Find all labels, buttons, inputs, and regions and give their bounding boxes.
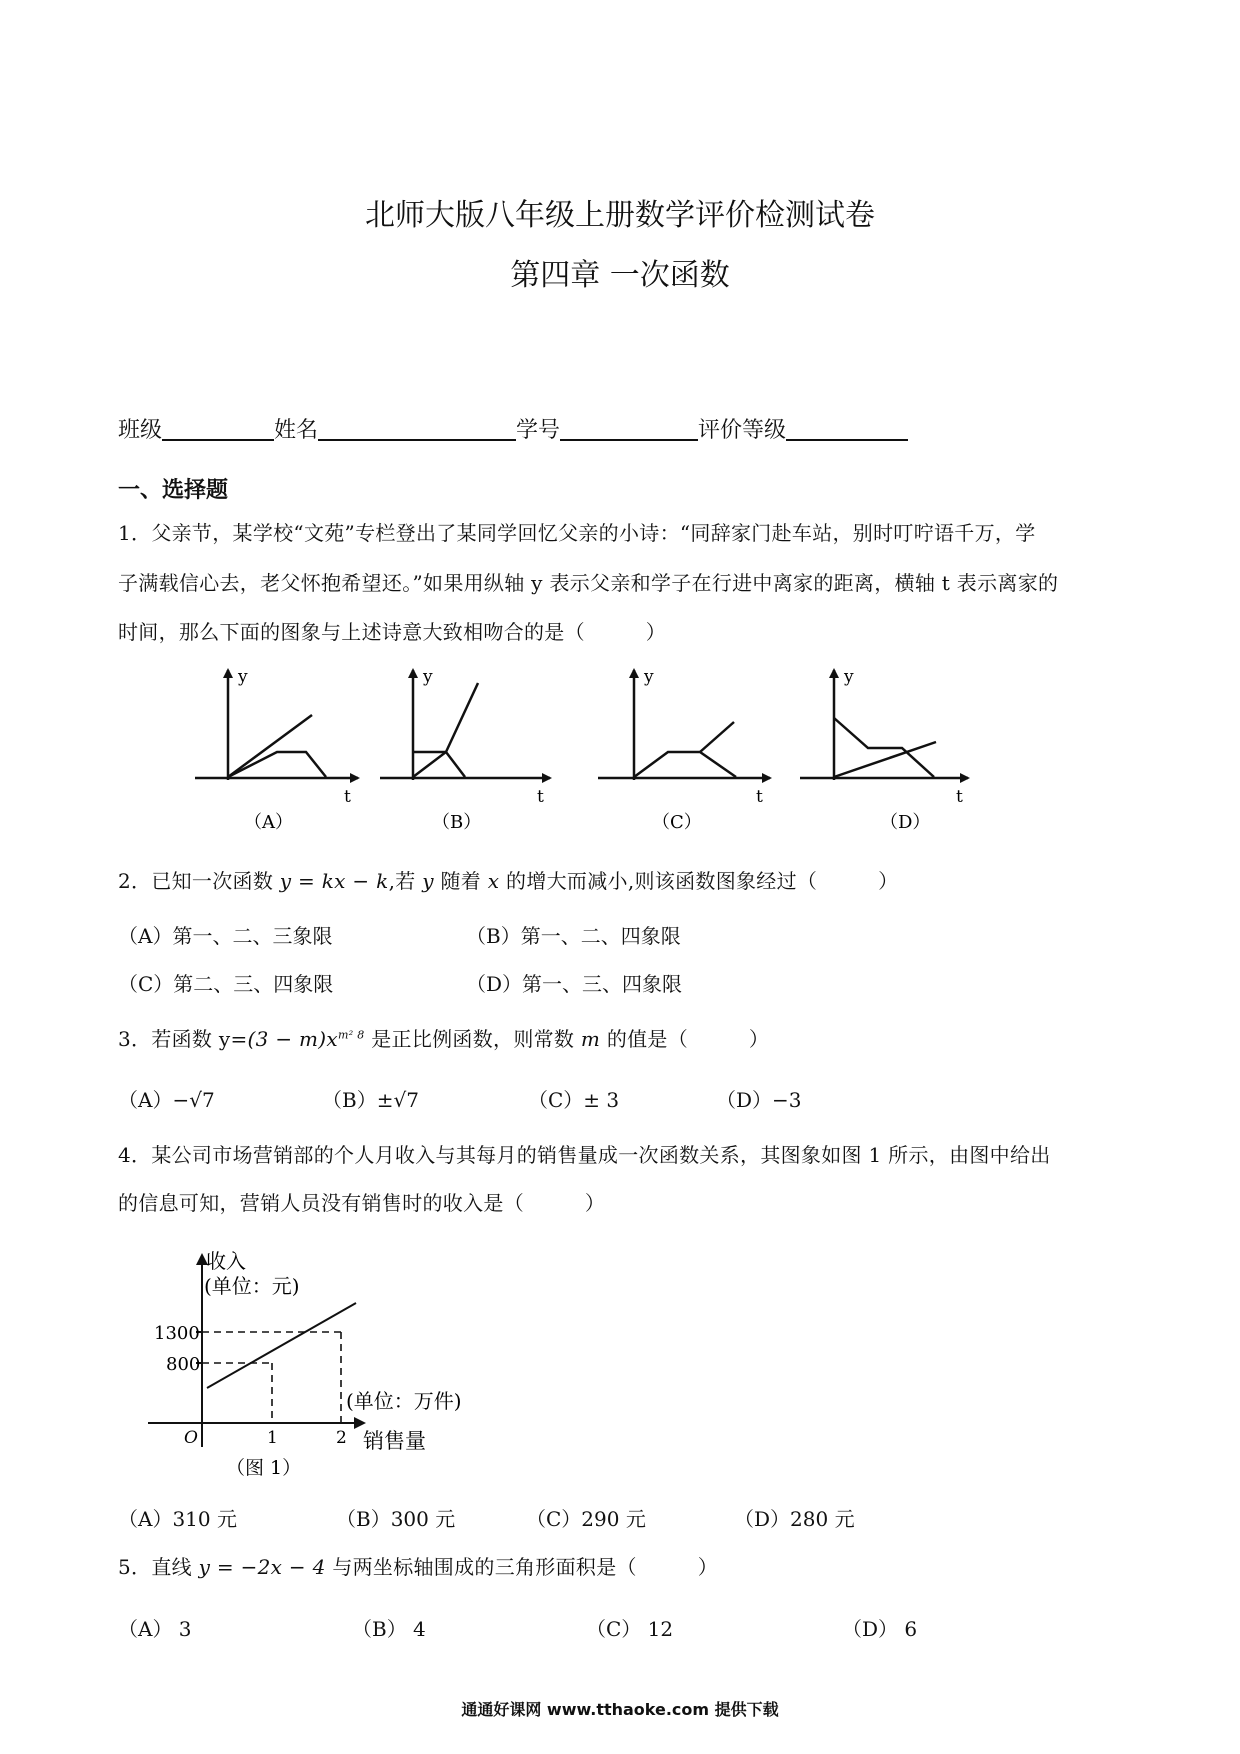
q4-guide-lines bbox=[202, 1332, 341, 1423]
q5-option-b[interactable]: （B） 4 bbox=[352, 1617, 426, 1641]
section-heading: 一、选择题 bbox=[118, 478, 229, 503]
q2-option-b[interactable]: （B）第一、二、四象限 bbox=[466, 924, 681, 948]
q3-prefix: 3．若函数 y= bbox=[118, 1027, 248, 1051]
q2-option-a[interactable]: （A）第一、二、三象限 bbox=[118, 924, 333, 948]
q4-income-line bbox=[207, 1303, 356, 1388]
q1-graph-b-x-label: t bbox=[537, 787, 544, 807]
q1-graph-a bbox=[195, 670, 358, 780]
q3-formula-base: (3 − m)x bbox=[247, 1027, 338, 1051]
q1-text-line2: 子满载信心去，老父怀抱希望还。”如果用纵轴 y 表示父亲和学子在行进中离家的距离，横轴 t 表示离家的 bbox=[118, 571, 1059, 595]
q2-option-d[interactable]: （D）第一、三、四象限 bbox=[466, 972, 683, 996]
q1-graph-d-x-label: t bbox=[956, 787, 963, 807]
q1-graphs bbox=[0, 660, 1240, 860]
class-field[interactable] bbox=[162, 415, 274, 441]
q2-mid2: 随着 bbox=[440, 869, 482, 893]
q5-option-d[interactable]: （D） 6 bbox=[842, 1617, 918, 1641]
q2-option-c[interactable]: （C）第二、三、四象限 bbox=[118, 972, 334, 996]
q3-formula-exponent: m² 8 bbox=[338, 1028, 365, 1042]
q3-var-m: m bbox=[580, 1027, 601, 1051]
q3-text bbox=[118, 1029, 769, 1049]
student-id-field[interactable] bbox=[560, 415, 698, 441]
q1-graph-b-y-label: y bbox=[423, 667, 433, 687]
q1-graph-d bbox=[800, 670, 968, 780]
q3-suffix: 的值是（ ） bbox=[606, 1027, 770, 1051]
student-info-line bbox=[118, 413, 908, 444]
q1-graph-d-label: （D） bbox=[880, 812, 931, 833]
q4-x-tick-1: 1 bbox=[267, 1428, 278, 1448]
q4-option-c[interactable]: （C）290 元 bbox=[526, 1507, 646, 1531]
q4-text-line1: 4．某公司市场营销部的个人月收入与其每月的销售量成一次函数关系，其图象如图 1 所示，由图中给出 bbox=[118, 1143, 1051, 1167]
q2-var-x: x bbox=[487, 869, 500, 893]
q1-graph-a-label: （A） bbox=[244, 812, 293, 833]
q5-text bbox=[118, 1557, 718, 1577]
q1-graph-c-label: （C） bbox=[652, 812, 702, 833]
q1-graph-a-x-label: t bbox=[344, 787, 351, 807]
q2-mid1: ,若 bbox=[388, 869, 416, 893]
q4-y-unit: (单位：元) bbox=[204, 1274, 300, 1298]
chapter-subtitle: 第四章 一次函数 bbox=[510, 258, 730, 293]
q1-graph-c-x-label: t bbox=[756, 787, 763, 807]
class-label: 班级 bbox=[118, 418, 163, 443]
q1-graph-b bbox=[380, 670, 550, 780]
q4-x-tick-2: 2 bbox=[336, 1428, 347, 1448]
q4-option-b[interactable]: （B）300 元 bbox=[336, 1507, 456, 1531]
q4-y-tick-1300: 1300 bbox=[154, 1323, 200, 1344]
student-id-label: 学号 bbox=[516, 418, 561, 443]
q4-figure-caption: （图 1） bbox=[226, 1457, 302, 1479]
q1-graph-d-y-label: y bbox=[844, 667, 854, 687]
q4-y-tick-800: 800 bbox=[166, 1354, 201, 1375]
q4-figure bbox=[0, 1240, 560, 1490]
q3-option-c[interactable]: （C）± 3 bbox=[528, 1088, 620, 1112]
q5-suffix: 与两坐标轴围成的三角形面积是（ ） bbox=[332, 1555, 719, 1579]
q2-formula: y = kx − k bbox=[279, 869, 389, 893]
grade-label: 评价等级 bbox=[698, 418, 787, 443]
grade-field[interactable] bbox=[786, 415, 908, 441]
footer-download-note: 通通好课网 www.tthaoke.com 提供下载 bbox=[461, 1700, 779, 1719]
name-label: 姓名 bbox=[274, 418, 319, 443]
q3-mid: 是正比例函数，则常数 bbox=[371, 1027, 575, 1051]
page-title: 北师大版八年级上册数学评价检测试卷 bbox=[365, 198, 875, 233]
q3-option-a[interactable]: （A）−√7 bbox=[118, 1088, 215, 1112]
name-field[interactable] bbox=[318, 415, 516, 441]
q2-var-y: y bbox=[422, 869, 434, 893]
q2-prefix: 2．已知一次函数 bbox=[118, 869, 274, 893]
q5-option-a[interactable]: （A） 3 bbox=[118, 1617, 192, 1641]
q1-graph-c bbox=[598, 670, 770, 780]
q1-text-line1: 1．父亲节，某学校“文苑”专栏登出了某同学回忆父亲的小诗：“同辞家门赴车站，别时叮咛语千万，学 bbox=[118, 521, 1036, 545]
q4-option-d[interactable]: （D）280 元 bbox=[734, 1507, 855, 1531]
q1-graph-b-label: （B） bbox=[432, 812, 482, 833]
q3-option-d[interactable]: （D）−3 bbox=[716, 1088, 802, 1112]
q4-x-title: 销售量 bbox=[363, 1429, 426, 1453]
q1-text-line3: 时间，那么下面的图象与上述诗意大致相吻合的是（ ） bbox=[118, 620, 667, 644]
q2-text bbox=[118, 871, 898, 891]
q3-option-b[interactable]: （B）±√7 bbox=[322, 1088, 419, 1112]
q5-prefix: 5．直线 bbox=[118, 1555, 192, 1579]
q4-origin: O bbox=[184, 1428, 198, 1448]
q4-option-a[interactable]: （A）310 元 bbox=[118, 1507, 237, 1531]
q4-x-unit: (单位：万件) bbox=[346, 1389, 462, 1413]
q2-suffix: 的增大而减小,则该函数图象经过（ ） bbox=[506, 869, 899, 893]
q5-formula: y = −2x − 4 bbox=[198, 1555, 326, 1579]
q1-graph-a-y-label: y bbox=[238, 667, 248, 687]
q5-option-c[interactable]: （C） 12 bbox=[586, 1617, 674, 1641]
q1-graph-c-y-label: y bbox=[644, 667, 654, 687]
q4-y-title: 收入 bbox=[206, 1249, 246, 1273]
q4-text-line2: 的信息可知，营销人员没有销售时的收入是（ ） bbox=[118, 1191, 606, 1215]
